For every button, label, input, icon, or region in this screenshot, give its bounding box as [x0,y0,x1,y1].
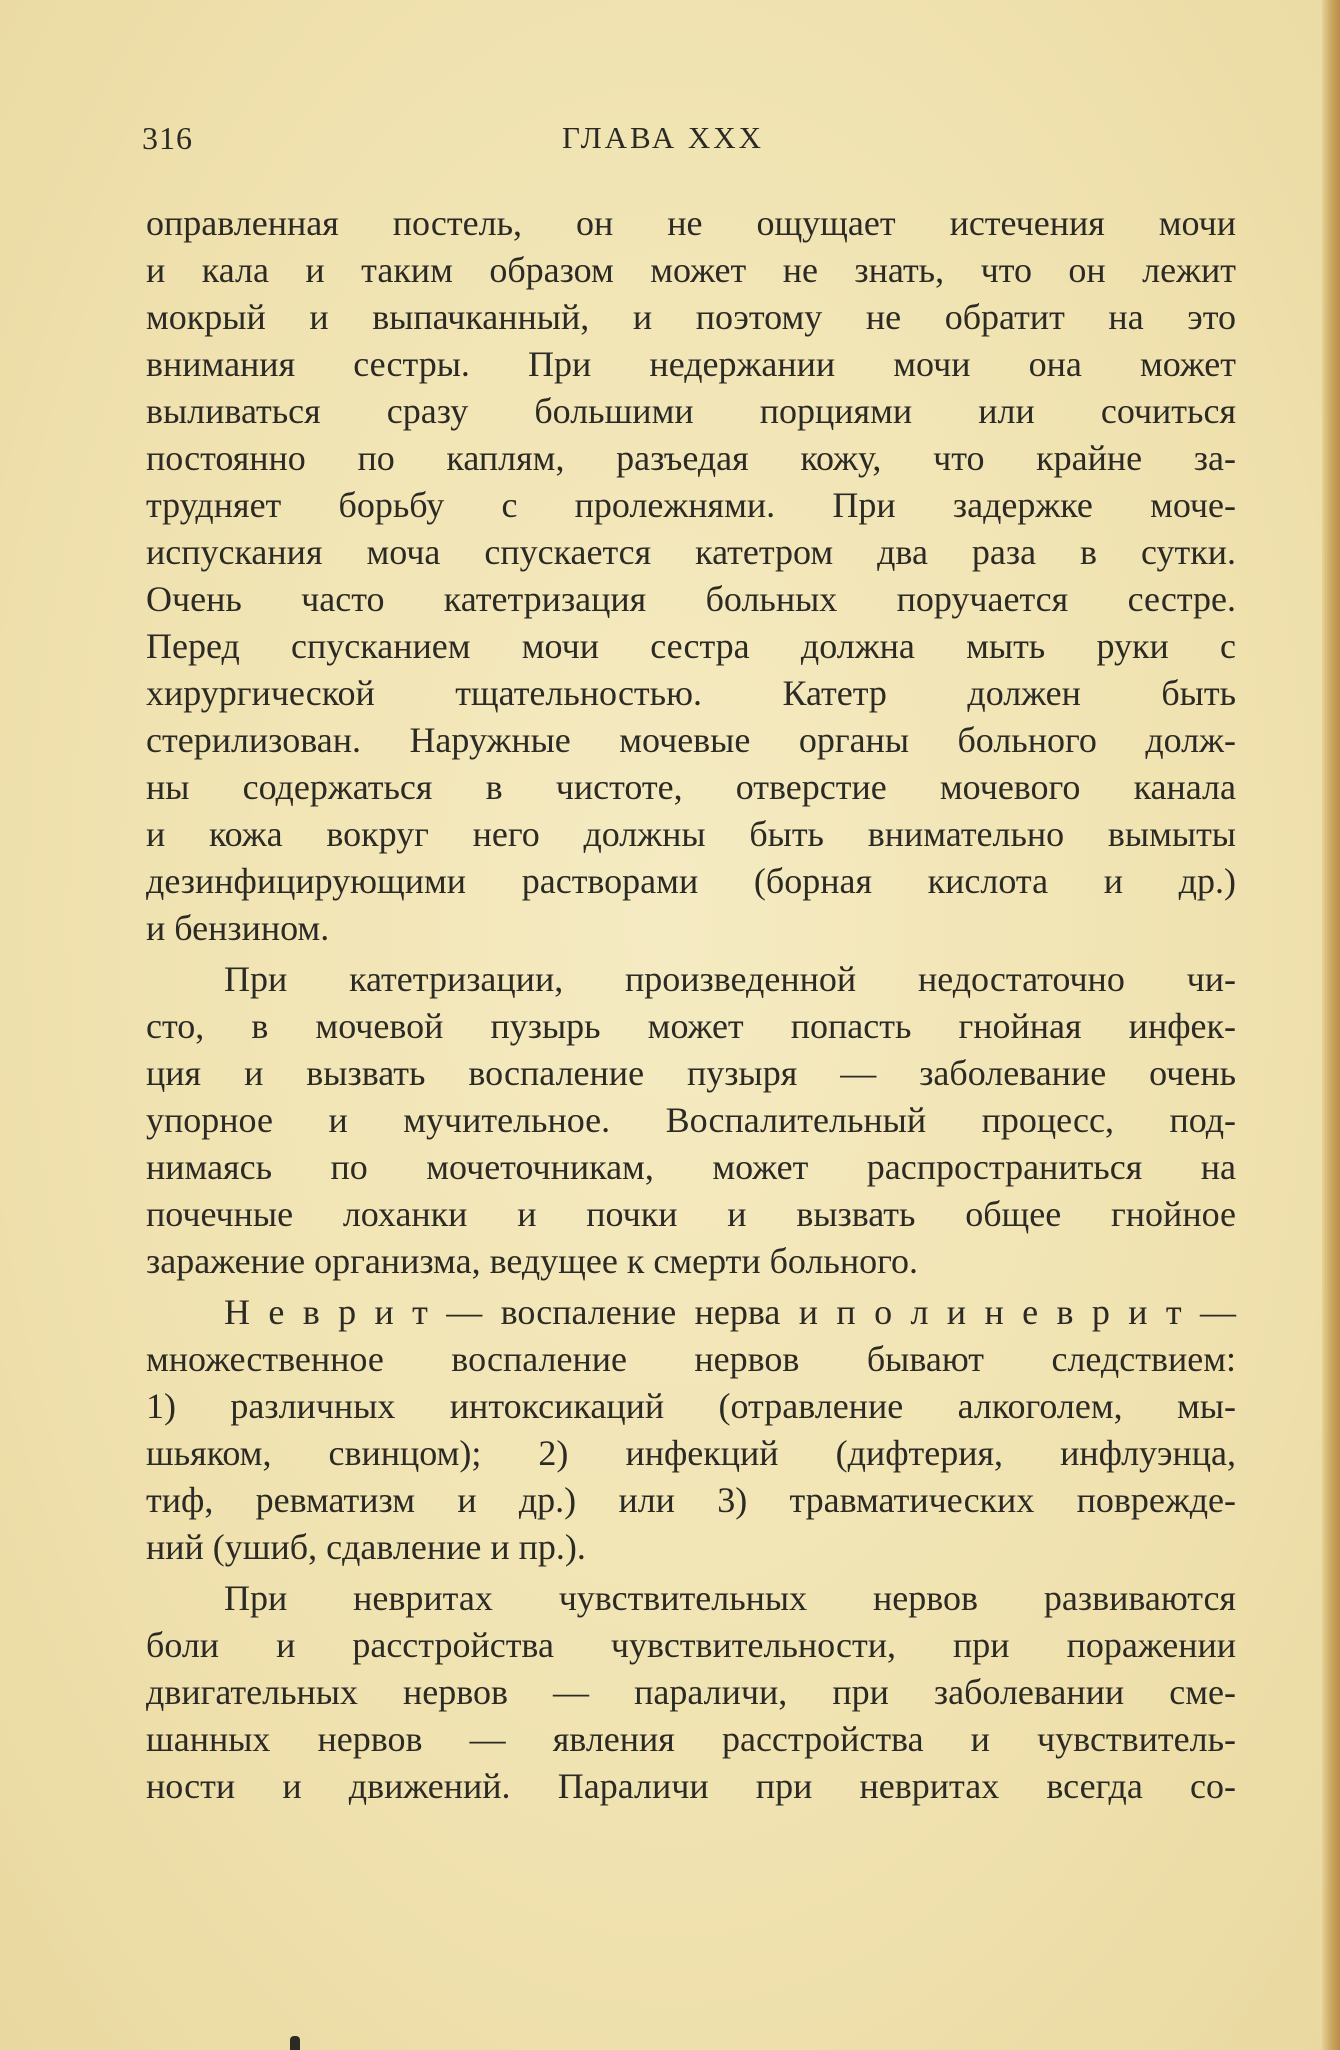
text-line: стерилизован. Наружные мочевые органы больного долж- [146,720,1236,760]
text-line: заражение организма, ведущее к смерти больного. [146,1241,918,1281]
text-line: Н е в р и т — воспаление нерва и п о л и н е в р и т — [224,1292,1236,1332]
text-line: двигательных нервов — параличи, при заболевании сме- [146,1672,1236,1712]
text-line: почечные лоханки и почки и вызвать общее гнойное [146,1194,1236,1234]
text-line: внимания сестры. При недержании мочи она может [146,344,1236,384]
page-number: 316 [142,120,193,156]
text-line: упорное и мучительное. Воспалительный процесс, под- [146,1100,1236,1140]
paragraph [146,200,1236,952]
running-head: ГЛАВА XXX [562,120,765,155]
text-line: шанных нервов — явления расстройства и чувствитель- [146,1719,1236,1759]
text-line: множественное воспаление нервов бывают следствием: [146,1339,1236,1379]
text-line: боли и расстройства чувствительности, при поражении [146,1625,1236,1665]
text-line: шьяком, свинцом); 2) инфекций (дифтерия, инфлуэнца, [146,1433,1236,1473]
text-line: тиф, ревматизм и др.) или 3) травматических поврежде- [146,1480,1236,1520]
text-line: хирургической тщательностью. Катетр должен быть [146,673,1236,713]
text-line: трудняет борьбу с пролежнями. При задержке моче- [146,485,1236,525]
text-line: мокрый и выпачканный, и поэтому не обратит на это [146,297,1236,337]
text-line: ний (ушиб, сдавление и пр.). [146,1527,586,1567]
text-line: ны содержаться в чистоте, отверстие мочевого канала [146,767,1236,807]
text-line: и бензином. [146,908,330,948]
page-edge [1322,0,1340,2050]
text-line: сто, в мочевой пузырь может попасть гнойная инфек- [146,1006,1236,1046]
body-text [146,200,1236,1810]
text-line: При катетризации, произведенной недостаточно чи- [224,959,1236,999]
text-line: оправленная постель, он не ощущает истечения мочи [146,203,1236,243]
text-line: ция и вызвать воспаление пузыря — заболевание очень [146,1053,1236,1093]
text-line: Очень часто катетризация больных поручается сестре. [146,579,1236,619]
text-line: и кала и таким образом может не знать, что он лежит [146,250,1236,290]
text-line: 1) различных интоксикаций (отравление алкоголем, мы- [146,1386,1236,1426]
paragraph [146,1289,1236,1571]
paragraph [146,956,1236,1285]
text-line: Перед спусканием мочи сестра должна мыть руки с [146,626,1236,666]
text-line: При невритах чувствительных нервов развиваются [224,1578,1236,1618]
text-line: испускания моча спускается катетром два раза в сутки. [146,532,1236,572]
text-line: выливаться сразу большими порциями или сочиться [146,391,1236,431]
page-header [142,120,1232,170]
text-line: и кожа вокруг него должны быть внимательно вымыты [146,814,1236,854]
text-line: дезинфицирующими растворами (борная кислота и др.) [146,861,1236,901]
ink-mark [290,2036,300,2050]
text-line: ности и движений. Параличи при невритах всегда со- [146,1766,1236,1806]
text-line: нимаясь по мочеточникам, может распространиться на [146,1147,1236,1187]
text-line: постоянно по каплям, разъедая кожу, что крайне за- [146,438,1236,478]
paragraph [146,1575,1236,1810]
